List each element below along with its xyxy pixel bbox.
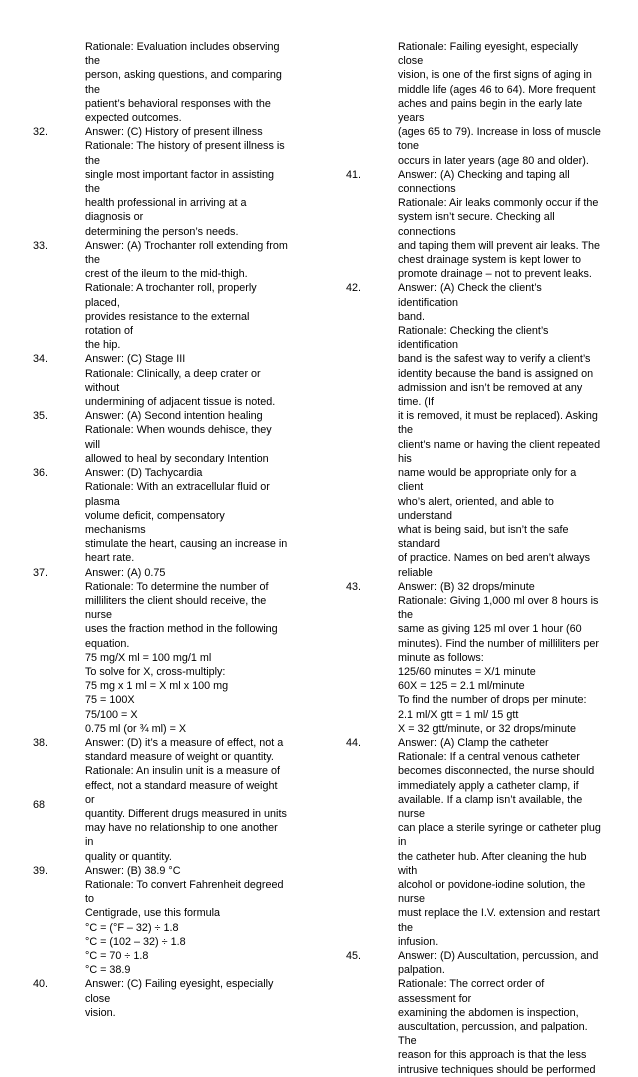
answer-item <box>33 352 288 409</box>
answer-text: Answer: (C) Failing eyesight, especially close vision. <box>85 978 274 1019</box>
answer-item <box>33 566 288 736</box>
answer-text: Answer: (A) Clamp the catheter Rationale: If a central venous catheter becomes disconnected, the nurse should immediately apply a catheter clamp, if available. If a clamp isn’t available, the nurse can place a sterile syringe or catheter plug in the catheter hub. After cleaning the hub with alcohol or povidone-iodine solution, the nurse must replace the I.V. extension and restart the infusion. <box>398 736 601 948</box>
answer-item <box>346 949 601 1077</box>
answer-item <box>33 977 288 1020</box>
continued-rationale: Rationale: Failing eyesight, especially close vision, is one of the first signs of aging in middle life (ages 46 to 64). More frequent aches and pains begin in the early late years (ages 65 to 79). Increase in loss of muscle tone occurs in later years (age 80 and older). <box>398 41 601 167</box>
answer-item <box>346 281 601 579</box>
answer-text: Answer: (A) Checking and taping all connections Rationale: Air leaks commonly occur if the system isn’t secure. Checking all connections and taping them will prevent air leaks. The chest drainage system is kept lower to promote drainage – not to prevent leaks. <box>398 168 601 281</box>
answer-number: 36. <box>33 467 49 480</box>
answer-number: 34. <box>33 353 49 366</box>
answer-number: 35. <box>33 410 49 423</box>
answer-number: 43. <box>346 580 362 593</box>
answer-number: 33. <box>33 239 49 252</box>
answer-number: 40. <box>33 978 49 991</box>
answer-number: 37. <box>33 566 49 579</box>
answer-item <box>33 736 288 864</box>
answer-item <box>33 125 288 239</box>
answer-text: Answer: (A) Check the client’s identification band. Rationale: Checking the client’s identification band is the safest way to verify a client’s identity because the band is assigned on admission and isn’t be removed at any time. (If it is removed, it must be replaced). Asking the client’s name or having the client repeated his name would be appropriate only for a client who’s alert, oriented, and able to understand what is being said, but isn’t the safe standard of practice. Names on bed aren’t always reliable <box>398 282 601 579</box>
right-column <box>346 40 601 1077</box>
answer-text: Answer: (B) 38.9 °C Rationale: To convert Fahrenheit degreed to Centigrade, use this formula °C = (°F – 32) ÷ 1.8 °C = (102 – 32) ÷ 1.8 °C = 70 ÷ 1.8 °C = 38.9 <box>85 864 284 977</box>
answer-number: 45. <box>346 950 362 962</box>
answer-text: Answer: (D) Auscultation, percussion, and palpation. Rationale: The correct order of assessment for examining the abdomen is inspection, auscultation, percussion, and palpation. The reason for this approach is that the less intrusive techniques should be performed <box>398 950 599 1076</box>
answer-text: Answer: (C) Stage III Rationale: Clinically, a deep crater or without undermining of adjacent tissue is noted. <box>85 353 276 409</box>
continued-rationale: Rationale: Evaluation includes observing the person, asking questions, and comparing the patient’s behavioral responses with the expected outcomes. <box>85 41 282 125</box>
answer-item <box>33 239 288 353</box>
answer-item <box>33 466 288 565</box>
answer-text: Answer: (A) Trochanter roll extending from the crest of the ileum to the mid-thigh. Rationale: A trochanter roll, properly placed, provides resistance to the external rotation of the hip. <box>85 239 288 352</box>
answer-number: 42. <box>346 282 362 295</box>
left-column <box>33 40 288 1020</box>
answer-number: 39. <box>33 864 49 877</box>
answer-item <box>346 168 601 282</box>
answer-number: 41. <box>346 168 362 181</box>
answer-text: Answer: (D) it’s a measure of effect, not a standard measure of weight or quantity. Rationale: An insulin unit is a measure of effect, not a standard measure of weight or quantity. Different drugs measured in units may have no relationship to one another in quality or quantity. <box>85 736 287 863</box>
answer-text: Answer: (A) 0.75 Rationale: To determine the number of milliliters the client should receive, the nurse uses the fraction method in the following equation. 75 mg/X ml = 100 mg/1 ml To solve for X, cross-multiply: 75 mg x 1 ml = X ml x 100 mg 75 = 100X 75/100 = X 0.75 ml (or ¾ ml) = X <box>85 566 278 735</box>
page-number: 68 <box>33 799 46 811</box>
answer-number: 38. <box>33 736 49 749</box>
answer-text: Answer: (C) History of present illness Rationale: The history of present illness is the single most important factor in assisting the health professional in arriving at a diagnosis or determining the person’s needs. <box>85 126 285 238</box>
answer-item <box>346 736 601 949</box>
answer-item <box>33 864 288 978</box>
answer-item <box>33 409 288 466</box>
answer-number: 32. <box>33 126 49 139</box>
answer-number: 44. <box>346 736 362 749</box>
answer-text: Answer: (B) 32 drops/minute Rationale: Giving 1,000 ml over 8 hours is the same as giving 125 ml over 1 hour (60 minutes). Find the number of milliliters per minute as follows: 125/60 minutes = X/1 minute 60X = 125 = 2.1 ml/minute To find the number of drops per minute: 2.1 ml/X gtt = 1 ml/ 15 gtt X = 32 gtt/minute, or 32 drops/minute <box>398 580 600 735</box>
answer-text: Answer: (D) Tachycardia Rationale: With an extracellular fluid or plasma volume deficit, compensatory mechanisms stimulate the heart, causing an increase in heart rate. <box>85 467 288 565</box>
answer-text: Answer: (A) Second intention healing Rationale: When wounds dehisce, they will allowed to heal by secondary Intention <box>85 410 272 465</box>
answer-item <box>346 580 601 736</box>
